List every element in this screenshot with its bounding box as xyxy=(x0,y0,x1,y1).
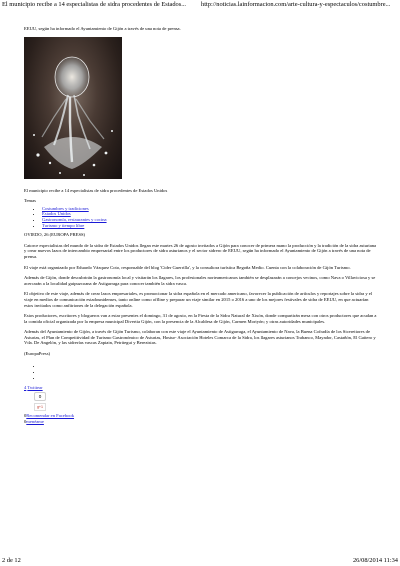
tag-link[interactable]: Estados Unidos xyxy=(42,211,71,217)
print-header-title: El municipio recibe a 14 especialistas de sidra procedentes de Estados... xyxy=(2,1,187,8)
twitter-row xyxy=(24,385,378,391)
share-section xyxy=(24,363,378,425)
article-paragraph: El objetivo de este viaje, además de crear lazos empresariales, es promocionar la sidra española en el mercado americano, favorecer la publicación de artículos y reportajes sobre la sidra y el viaje en medios de comunicación estadounidenses, tanto online como offline y preparar un viaje similar en 2015 o 2016 a uno de los mejores festivales de sidra de EEUU, en que actuarían estos invitados como anfitriones de la delegación española. xyxy=(24,291,373,308)
tag-link[interactable]: Gastronomía, restaurantes y cocina xyxy=(42,216,107,222)
share-counter: 0 xyxy=(34,392,46,401)
tag-item xyxy=(42,223,378,229)
tweet-button[interactable]: Twittear xyxy=(27,384,43,390)
article-paragraph: Además de Gijón, donde descubrirán la gastronomía local y visitarán los llagares, los profesionales norteamericanos también se desplazarán a concejos vecinos, como Nava o Villaviciosa y se acercarán a la localidad guipuzcoana de Astigarraga para conocer también la sidra vasca. xyxy=(24,275,376,286)
facebook-count: 0 xyxy=(24,413,27,419)
meneame-row xyxy=(24,419,378,425)
photo-caption: El municipio recibe a 14 especialistas de sidra procedentes de Estados Unidos xyxy=(24,187,168,193)
share-bullets xyxy=(24,363,378,381)
share-bullet xyxy=(42,375,378,381)
tag-link[interactable]: Turismo y tiempo libre xyxy=(42,222,85,228)
article-paragraph: Además del Ayuntamiento de Gijón, a través de Gijón Turismo, colaboran con este viaje el Ayuntamiento de Astigarraga, el Ayuntamiento de Nava, la Buena Cofradía de los Sicereitores de Asturias, el Plan de Competitividad de Turismo Gastronómico de Asturias, Hostur- Asociación Hoteles Comarca de la Sidra, los llagares asturianos Trabanco, Mayador, Castañón, El Gaitero y Vda. De Angelón, y las sidrerías vascas Zapiain, Petritegui y Berezistas. xyxy=(24,329,376,346)
article-paragraph: El viaje está organizado por Eduardo Vázquez Coto, responsable del blog 'Cider Guerrilla', y la consultora turística Begoña Medio. Cuenta con la colaboración de Gijón Turismo. xyxy=(24,264,351,270)
tags-label: Temas xyxy=(24,198,36,204)
tag-link[interactable]: Costumbres y tradiciones xyxy=(42,205,89,211)
meneame-link[interactable]: menéame xyxy=(26,418,44,424)
print-footer-page: 2 de 12 xyxy=(2,557,21,564)
article-credit: (EuropaPress) xyxy=(24,351,51,357)
article-paragraph: Catorce especialistas del mundo de la sidra de Estados Unidos llegan este martes 26 de agosto invitados a Gijón para conocer de primera mano la producción y la tradición de la sidra asturiana y crear nuevos lazos de intercambio empresarial entre los productores de sidra asturianos y el sector sidrero de EEUU, según ha informado el Ayuntamiento de Gijón a través de una nota de prensa. xyxy=(24,242,377,259)
tweet-count[interactable]: 4 xyxy=(24,384,27,390)
intro-line: EEUU, según ha informado el Ayuntamiento de Gijón a través de una nota de prensa. xyxy=(24,26,181,31)
tag-list xyxy=(24,206,378,228)
facebook-recommend-link[interactable]: Recomendar en Facebook xyxy=(26,413,75,419)
print-header-url: http://noticias.lainformacion.com/arte-cultura-y-espectaculos/costumbre... xyxy=(201,1,391,8)
dateline: OVIEDO, 26 (EUROPA PRESS) xyxy=(24,232,86,238)
gplus-button[interactable]: g+1 xyxy=(34,403,46,411)
meneame-count: 0 xyxy=(24,418,27,424)
print-footer-datetime: 26/08/2014 11:34 xyxy=(352,557,398,564)
article-photo xyxy=(24,37,122,179)
cider-splash-image xyxy=(24,37,122,179)
article-body xyxy=(24,26,378,424)
article-paragraph: Estos productores, escritores y blogueros van a estar presentes el domingo, 31 de agosto, en la Fiesta de la Sidra Natural de Xixón, donde compartirán mesa con otros productores que acudan a la comida oficial organizada por la empresa municipal Divertia Gijón, con la presencia de la Alcaldesa de Gijón, Carmen Moriyón; y otras autoridades municipales. xyxy=(24,313,377,324)
